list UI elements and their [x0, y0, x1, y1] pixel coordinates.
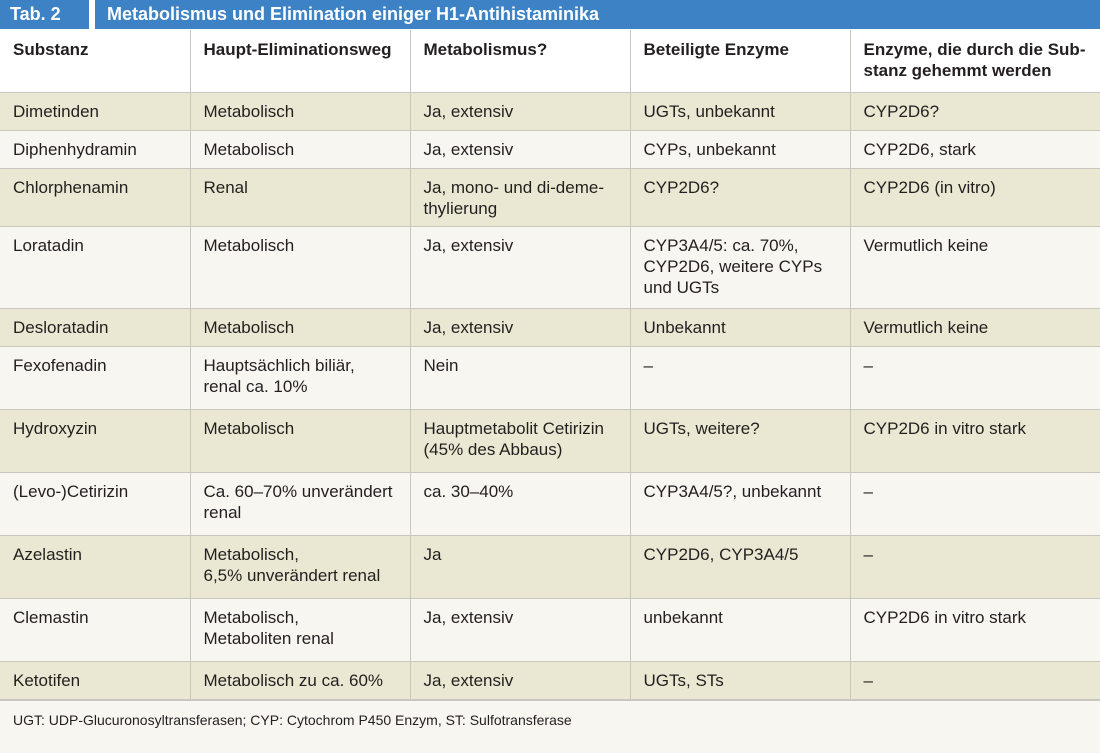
column-header-elimination-route: Haupt-Eliminationsweg: [190, 30, 410, 92]
cell-inhibited-enzymes: –: [850, 661, 1100, 699]
cell-inhibited-enzymes: –: [850, 472, 1100, 535]
table-row: [0, 661, 1100, 699]
column-header-metabolism: Metabolismus?: [410, 30, 630, 92]
column-header-substance: Substanz: [0, 30, 190, 92]
column-header-involved-enzymes: Beteiligte Enzyme: [630, 30, 850, 92]
cell-metabolism: Hauptmetabolit Cetirizin (45% des Abbaus): [410, 409, 630, 472]
table-footnote: UGT: UDP-Glucuronosyltransferasen; CYP: Cytochrom P450 Enzym, ST: Sulfotransferase: [0, 700, 1100, 753]
cell-involved-enzymes: CYP2D6?: [630, 168, 850, 226]
cell-metabolism: ca. 30–40%: [410, 472, 630, 535]
cell-metabolism: Ja, extensiv: [410, 130, 630, 168]
cell-metabolism: Ja, extensiv: [410, 661, 630, 699]
table-row: [0, 346, 1100, 409]
column-header-inhibited-enzymes: Enzyme, die durch die Sub- stanz gehemmt werden: [850, 30, 1100, 92]
table-row: [0, 168, 1100, 226]
cell-substance: Chlorphenamin: [0, 168, 190, 226]
table-row: [0, 598, 1100, 661]
cell-substance: Azelastin: [0, 535, 190, 598]
cell-elimination-route: Metabolisch, 6,5% unverändert renal: [190, 535, 410, 598]
cell-substance: Diphenhydramin: [0, 130, 190, 168]
cell-metabolism: Ja, extensiv: [410, 598, 630, 661]
cell-metabolism: Nein: [410, 346, 630, 409]
cell-elimination-route: Metabolisch: [190, 308, 410, 346]
cell-inhibited-enzymes: Vermutlich keine: [850, 308, 1100, 346]
cell-substance: Clemastin: [0, 598, 190, 661]
cell-substance: Hydroxyzin: [0, 409, 190, 472]
cell-inhibited-enzymes: CYP2D6 in vitro stark: [850, 409, 1100, 472]
table-header-row: [0, 30, 1100, 92]
cell-elimination-route: Metabolisch: [190, 409, 410, 472]
cell-elimination-route: Renal: [190, 168, 410, 226]
cell-metabolism: Ja, extensiv: [410, 226, 630, 308]
cell-metabolism: Ja, extensiv: [410, 92, 630, 130]
cell-involved-enzymes: UGTs, STs: [630, 661, 850, 699]
cell-elimination-route: Metabolisch: [190, 92, 410, 130]
table-title-bar: [0, 0, 1100, 29]
cell-substance: Desloratadin: [0, 308, 190, 346]
cell-involved-enzymes: CYP3A4/5: ca. 70%, CYP2D6, weitere CYPs und UGTs: [630, 226, 850, 308]
cell-elimination-route: Metabolisch, Metaboliten renal: [190, 598, 410, 661]
table-row: [0, 308, 1100, 346]
cell-elimination-route: Metabolisch: [190, 226, 410, 308]
cell-metabolism: Ja, extensiv: [410, 308, 630, 346]
cell-inhibited-enzymes: CYP2D6 in vitro stark: [850, 598, 1100, 661]
cell-substance: Fexofenadin: [0, 346, 190, 409]
table-title: Metabolismus und Elimination einiger H1-Antihistaminika: [95, 0, 1100, 29]
cell-involved-enzymes: UGTs, unbekannt: [630, 92, 850, 130]
cell-involved-enzymes: unbekannt: [630, 598, 850, 661]
table-row: [0, 472, 1100, 535]
cell-elimination-route: Metabolisch: [190, 130, 410, 168]
cell-involved-enzymes: CYP2D6, CYP3A4/5: [630, 535, 850, 598]
cell-inhibited-enzymes: –: [850, 535, 1100, 598]
cell-substance: Loratadin: [0, 226, 190, 308]
cell-metabolism: Ja: [410, 535, 630, 598]
table-row: [0, 92, 1100, 130]
cell-elimination-route: Ca. 60–70% unverändert renal: [190, 472, 410, 535]
cell-involved-enzymes: CYP3A4/5?, unbekannt: [630, 472, 850, 535]
cell-metabolism: Ja, mono- und di-deme- thylierung: [410, 168, 630, 226]
cell-elimination-route: Hauptsächlich biliär, renal ca. 10%: [190, 346, 410, 409]
table-row: [0, 535, 1100, 598]
table-row: [0, 409, 1100, 472]
cell-involved-enzymes: UGTs, weitere?: [630, 409, 850, 472]
data-table: [0, 30, 1100, 700]
cell-inhibited-enzymes: CYP2D6, stark: [850, 130, 1100, 168]
cell-involved-enzymes: Unbekannt: [630, 308, 850, 346]
table-row: [0, 130, 1100, 168]
table-number-label: Tab. 2: [0, 0, 89, 29]
cell-involved-enzymes: CYPs, unbekannt: [630, 130, 850, 168]
cell-substance: (Levo-)Cetirizin: [0, 472, 190, 535]
cell-inhibited-enzymes: CYP2D6?: [850, 92, 1100, 130]
cell-substance: Dimetinden: [0, 92, 190, 130]
cell-inhibited-enzymes: CYP2D6 (in vitro): [850, 168, 1100, 226]
cell-inhibited-enzymes: Vermutlich keine: [850, 226, 1100, 308]
table-row: [0, 226, 1100, 308]
cell-elimination-route: Metabolisch zu ca. 60%: [190, 661, 410, 699]
cell-inhibited-enzymes: –: [850, 346, 1100, 409]
cell-involved-enzymes: –: [630, 346, 850, 409]
cell-substance: Ketotifen: [0, 661, 190, 699]
